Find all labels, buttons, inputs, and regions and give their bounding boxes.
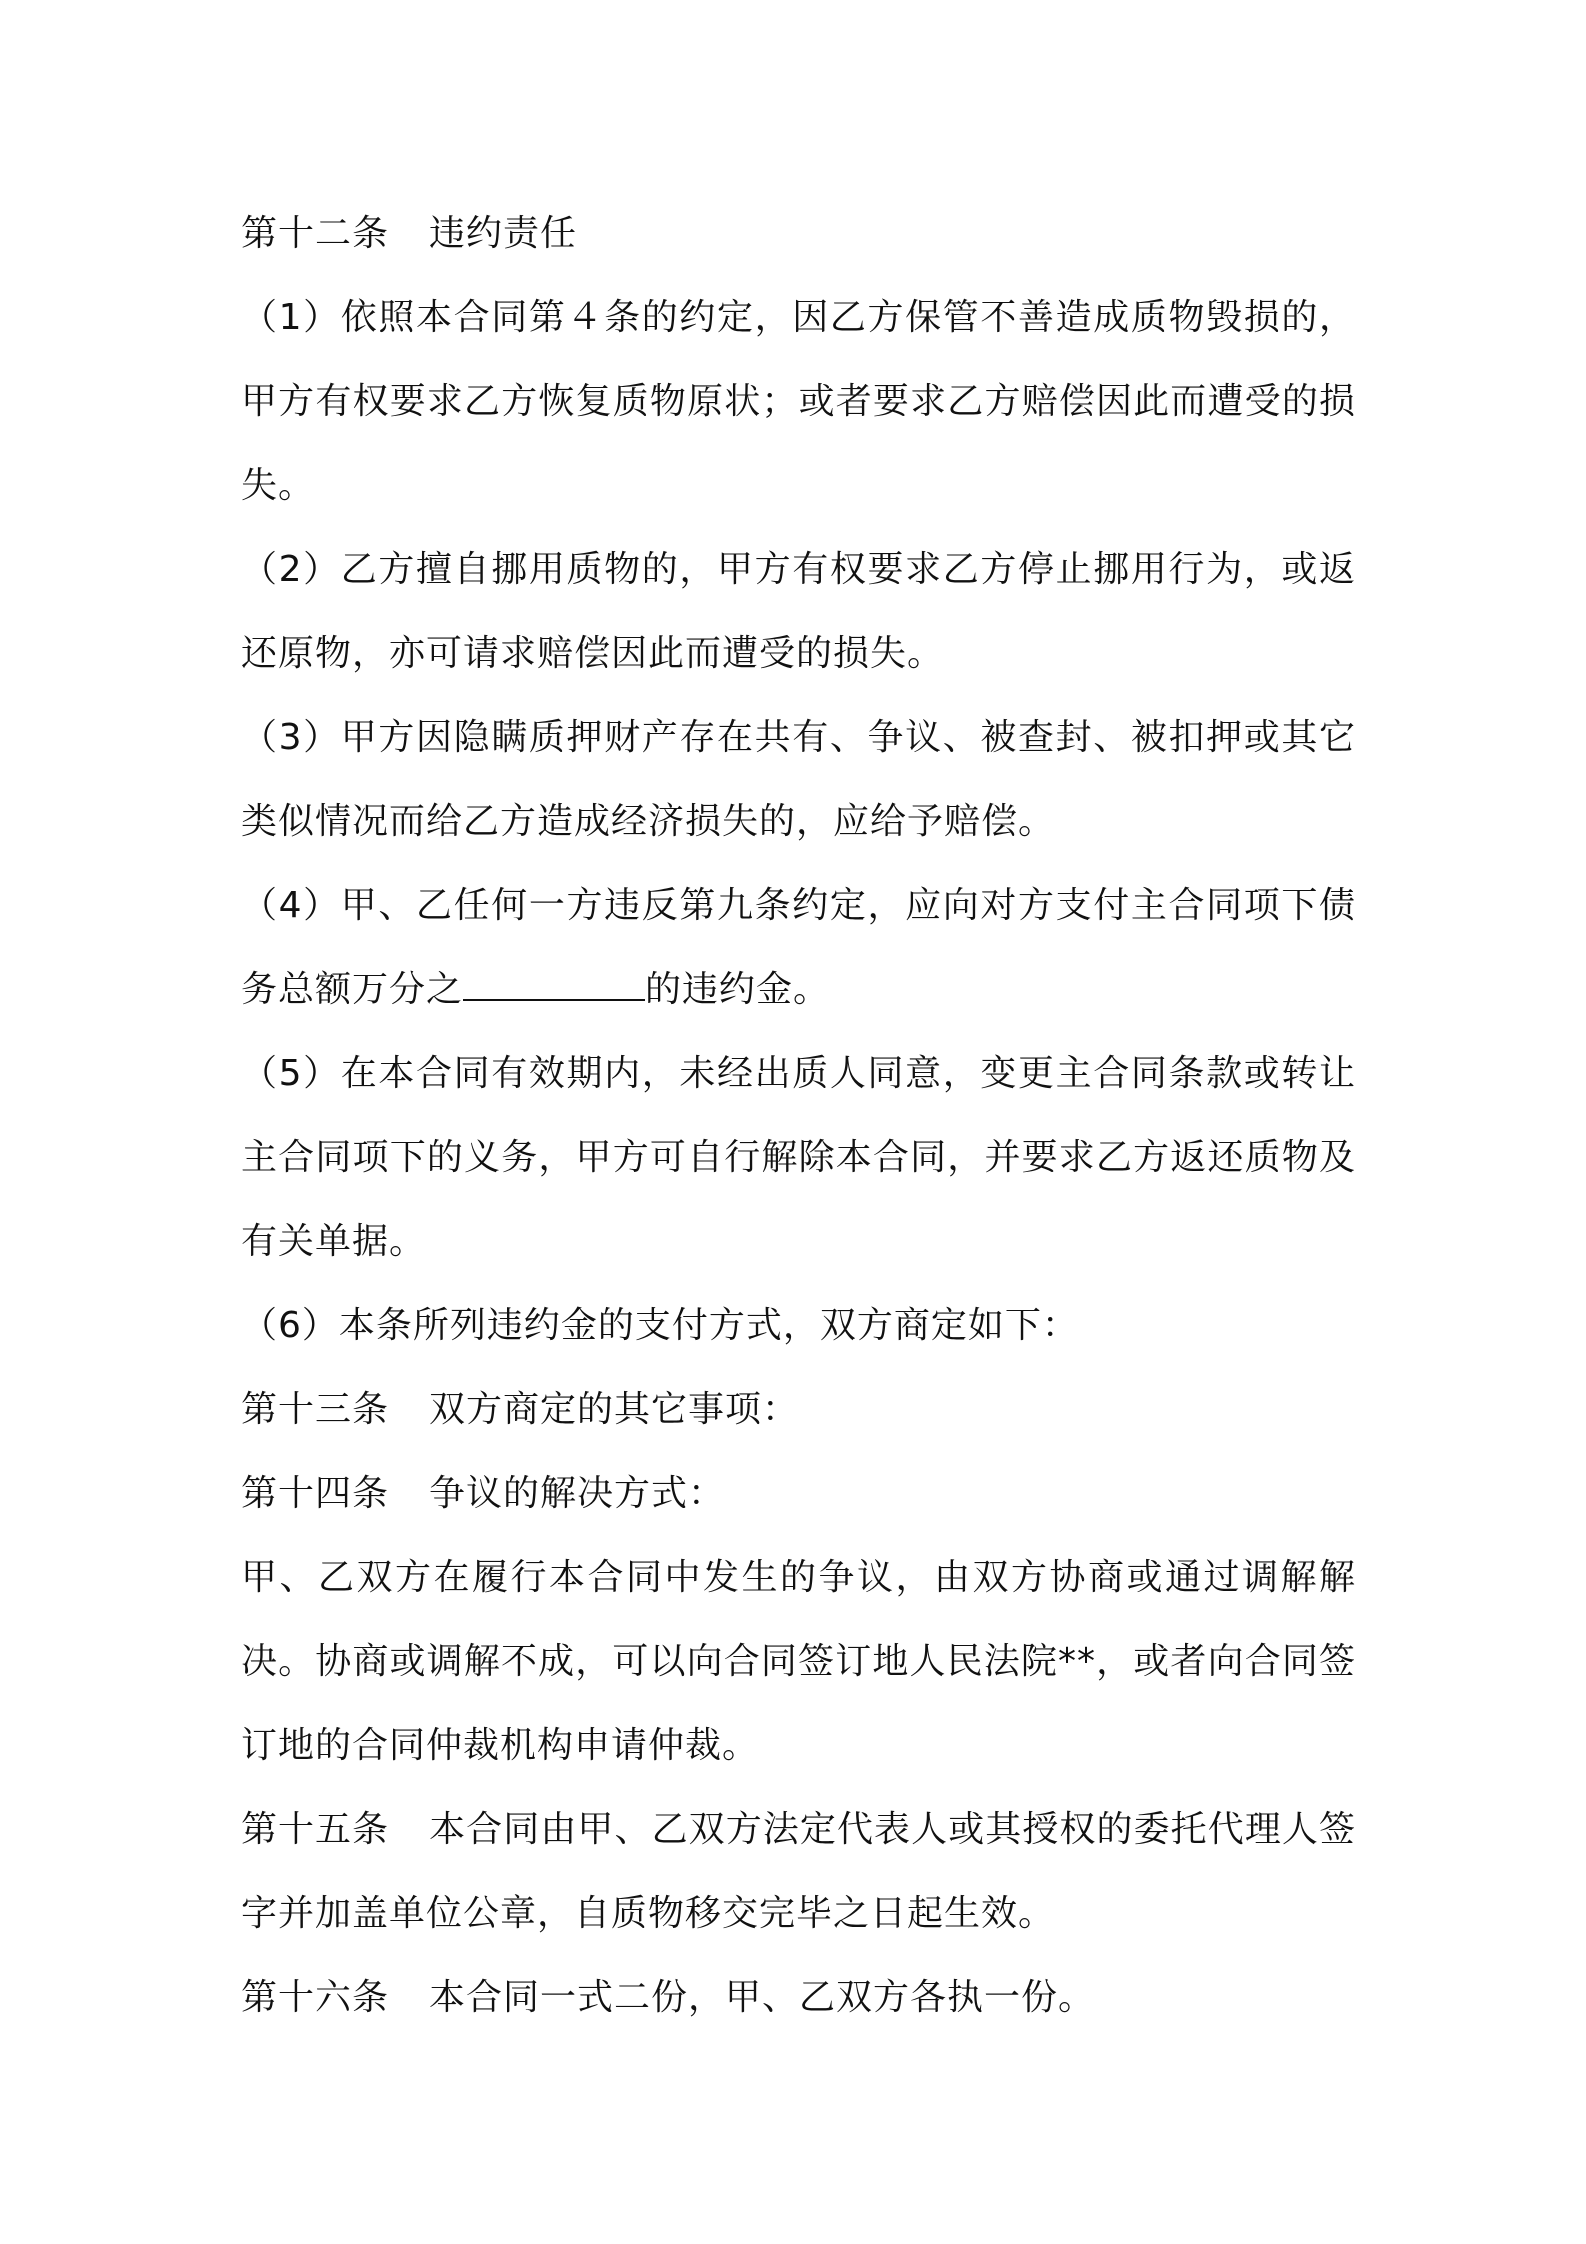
article-13-number: 第十三条	[241, 1389, 390, 1430]
article-14-heading	[241, 1452, 1356, 1536]
article-12-item-4-text-before: （4）甲、乙任何一方违反第九条约定，应向对方支付主合同项下债务总额万分之	[241, 885, 1356, 1010]
article-12-item-6: （6）本条所列违约金的支付方式，双方商定如下：	[241, 1305, 1079, 1346]
article-16-body: 本合同一式二份，甲、乙双方各执一份。	[429, 1977, 1096, 2018]
article-15-body: 本合同由甲、乙双方法定代表人或其授权的委托代理人签字并加盖单位公章，自质物移交完毕之日起生效。	[241, 1809, 1356, 1934]
contract-body	[241, 192, 1356, 2040]
article-12-item-3: （3）甲方因隐瞒质押财产存在共有、争议、被查封、被扣押或其它类似情况而给乙方造成经济损失的，应给予赔偿。	[241, 717, 1356, 842]
article-12-item-4-text-after: 的违约金。	[645, 969, 831, 1010]
article-12-item-4	[241, 864, 1356, 1032]
article-12-number: 第十二条	[241, 213, 390, 254]
article-12-heading	[241, 192, 1356, 276]
article-15	[241, 1788, 1356, 1956]
article-14-title: 争议的解决方式：	[429, 1473, 726, 1514]
penalty-rate-blank	[463, 969, 645, 1001]
article-12-item-2: （2）乙方擅自挪用质物的，甲方有权要求乙方停止挪用行为，或返还原物，亦可请求赔偿因此而遭受的损失。	[241, 549, 1356, 674]
article-12-item-1: （1）依照本合同第４条的约定，因乙方保管不善造成质物毁损的，甲方有权要求乙方恢复质物原状；或者要求乙方赔偿因此而遭受的损失。	[241, 297, 1356, 506]
article-15-number: 第十五条	[241, 1809, 390, 1850]
article-16-number: 第十六条	[241, 1977, 390, 2018]
article-14-body: 甲、乙双方在履行本合同中发生的争议，由双方协商或通过调解解决。协商或调解不成，可以向合同签订地人民法院**，或者向合同签订地的合同仲裁机构申请仲裁。	[241, 1557, 1356, 1766]
article-14-number: 第十四条	[241, 1473, 390, 1514]
article-16	[241, 1956, 1356, 2040]
article-13-title: 双方商定的其它事项：	[429, 1389, 800, 1430]
article-13-heading	[241, 1368, 1356, 1452]
article-12-item-5: （5）在本合同有效期内，未经出质人同意，变更主合同条款或转让主合同项下的义务，甲方可自行解除本合同，并要求乙方返还质物及有关单据。	[241, 1053, 1356, 1262]
article-12-title: 违约责任	[429, 213, 578, 254]
